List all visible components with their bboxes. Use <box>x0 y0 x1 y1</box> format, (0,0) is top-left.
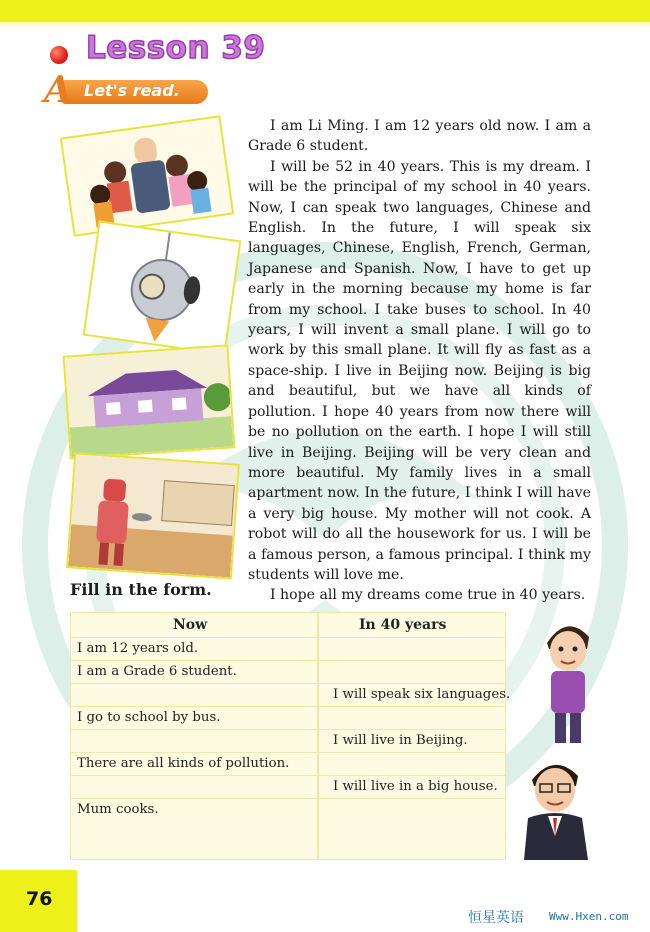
top-bar-fade <box>0 22 650 28</box>
form-row-line <box>71 637 505 638</box>
section-label: Let's read. <box>84 81 180 100</box>
boy-character-illustration <box>537 613 597 748</box>
illustration-robot-kitchen <box>66 452 240 579</box>
section-letter: A <box>44 69 72 111</box>
form-row-line <box>71 660 505 661</box>
illustration-house <box>63 344 236 459</box>
teacher-character-illustration <box>518 752 593 860</box>
form-cell-future: I will speak six languages. <box>333 687 511 702</box>
form-header-future: In 40 years <box>359 617 447 633</box>
form-cell-now: There are all kinds of pollution. <box>77 756 290 771</box>
red-bullet-icon <box>50 46 68 64</box>
story-paragraph-3: I hope all my dreams come true in 40 years. <box>270 587 586 604</box>
form-header-now: Now <box>173 617 208 633</box>
story-paragraph-1: I am Li Ming. I am 12 years old now. I am a Grade 6 student. <box>248 118 591 155</box>
form-cell-future: I will live in a big house. <box>333 779 498 794</box>
story-paragraph-2: I will be 52 in 40 years. This is my dream. I will be the principal of my school in 40 years. Now, I can speak two languages, Chinese and English. In the future, I will speak six languages, Chinese, English, French, German, Japanese and Spanish. Now, I have to get up early in the morning because my home is far from my school. I take buses to school. In 40 years, I will invent a small plane. I will go to work by this small plane. It will fly as fast as a space-ship. I live in Beijing now. Beijing is big and beautiful, but we have all kinds of pollution. I hope 40 years from now there will be no pollution on the earth. I hope I will still live in Beijing. Beijing will be very clean and more beautiful. My family lives in a small apartment now. In the future, I think I will have a very big house. My mother will not cook. A robot will do all the housework for us. I will be a famous person, a famous principal. I think my students will love me. <box>248 158 591 583</box>
form-column-divider <box>317 613 319 859</box>
illustration-flying-pod <box>83 221 242 356</box>
form-title: Fill in the form. <box>70 580 212 599</box>
form-cell-now: I am a Grade 6 student. <box>77 664 237 679</box>
footer-url[interactable]: Www.Hxen.com <box>549 910 629 923</box>
form-cell-now: I go to school by bus. <box>77 710 221 725</box>
form-row-line <box>71 683 505 684</box>
form-row-line <box>71 798 505 799</box>
form-cell-now: I am 12 years old. <box>77 641 199 656</box>
form-row-line <box>71 706 505 707</box>
footer-brand: 恒星英语 <box>468 910 524 926</box>
form-cell-future: I will live in Beijing. <box>333 733 468 748</box>
form-row-line <box>71 729 505 730</box>
form-row-line <box>71 752 505 753</box>
form-cell-now: Mum cooks. <box>77 802 159 817</box>
story-text <box>248 116 591 606</box>
top-yellow-bar <box>0 0 650 22</box>
fill-in-form <box>70 612 511 860</box>
lesson-title: Lesson 39 <box>86 30 266 66</box>
form-row-line <box>71 775 505 776</box>
page-number: 76 <box>26 888 53 910</box>
illustration-students-with-teacher <box>60 115 234 237</box>
